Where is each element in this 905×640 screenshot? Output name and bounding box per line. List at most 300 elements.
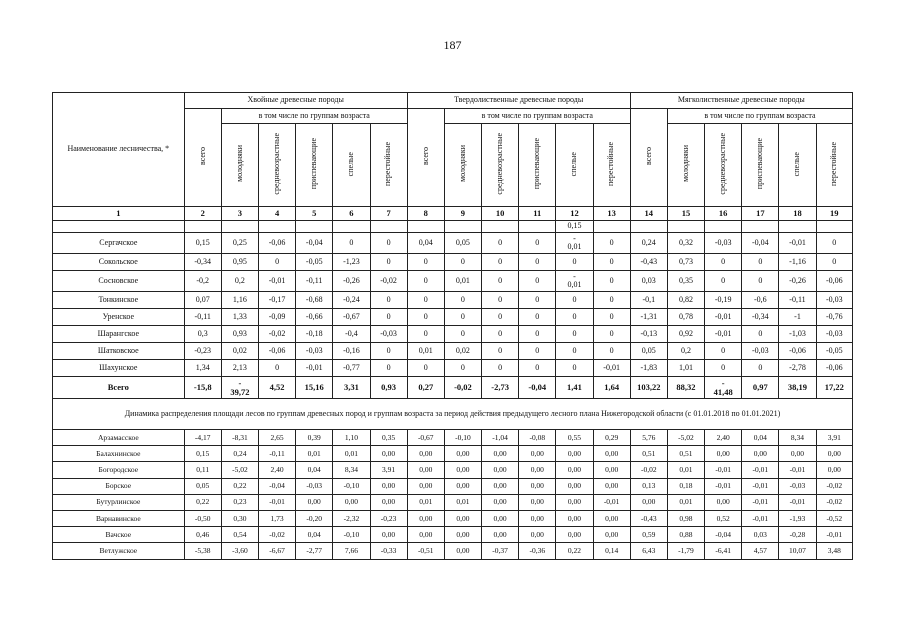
table-cell: 0,00 xyxy=(556,527,593,543)
table-cell: -0,06 xyxy=(258,343,295,360)
col-header-age: приспевающие xyxy=(742,124,779,207)
table-cell: 0 xyxy=(556,326,593,343)
table-cell: 0 xyxy=(370,233,407,254)
table-cell: 0 xyxy=(556,343,593,360)
table-cell: -1,16 xyxy=(779,254,816,271)
col-header-age: молодняки xyxy=(444,124,481,207)
table-cell: 0 xyxy=(407,360,444,377)
table-cell: 0,73 xyxy=(667,254,704,271)
table-cell: 0,39 xyxy=(296,430,333,446)
column-number: 1 xyxy=(53,207,185,221)
section-title-row xyxy=(53,399,853,430)
table-cell: 0,04 xyxy=(742,430,779,446)
table-cell: 0,00 xyxy=(593,527,630,543)
column-number: 3 xyxy=(221,207,258,221)
table-cell: 0,00 xyxy=(407,462,444,478)
total-cell: - 41,48 xyxy=(705,377,742,399)
table-cell: 0,00 xyxy=(630,494,667,510)
column-number: 14 xyxy=(630,207,667,221)
table-cell: -1 xyxy=(779,309,816,326)
table-cell: 0,00 xyxy=(519,478,556,494)
table-cell: 0 xyxy=(742,254,779,271)
table-cell: 0 xyxy=(370,360,407,377)
table-cell: 0,00 xyxy=(482,446,519,462)
group-header-softwood: Мягколиственные древесные породы xyxy=(630,93,852,109)
table-cell: 0,00 xyxy=(519,510,556,526)
table-cell: -3,60 xyxy=(221,543,258,559)
table-cell: 2,13 xyxy=(221,360,258,377)
forestry-name: Тонкинское xyxy=(53,292,185,309)
total-row xyxy=(53,377,853,399)
table-cell: -0,04 xyxy=(742,233,779,254)
table-cell: 0 xyxy=(519,233,556,254)
table-cell: 2,40 xyxy=(258,462,295,478)
table-cell: -0,34 xyxy=(742,309,779,326)
table-cell: -0,24 xyxy=(333,292,370,309)
table-cell: -0,01 xyxy=(742,494,779,510)
table-cell: -0,26 xyxy=(333,271,370,292)
table-cell: 0,15 xyxy=(184,446,221,462)
empty-cell xyxy=(482,221,519,233)
total-cell: -0,04 xyxy=(519,377,556,399)
table-cell: -5,02 xyxy=(221,462,258,478)
table-cell: 0,55 xyxy=(556,430,593,446)
col-header-age: средневозрастные xyxy=(258,124,295,207)
table-cell: -0,06 xyxy=(816,271,852,292)
table-cell: 0,00 xyxy=(556,478,593,494)
empty-cell xyxy=(593,221,630,233)
table-cell: 0,51 xyxy=(667,446,704,462)
table-cell: -0,08 xyxy=(519,430,556,446)
table-cell: 0,01 xyxy=(444,271,481,292)
table-cell: 0 xyxy=(370,254,407,271)
subgroup-header: в том числе по группам возраста xyxy=(444,109,630,124)
table-cell: -0,03 xyxy=(742,343,779,360)
table-cell: -0,23 xyxy=(184,343,221,360)
empty-cell xyxy=(779,221,816,233)
table-cell: 0 xyxy=(742,271,779,292)
table-cell: -0,68 xyxy=(296,292,333,309)
table-cell: 0,32 xyxy=(667,233,704,254)
table-row xyxy=(53,343,853,360)
table-cell: 0,13 xyxy=(630,478,667,494)
table-cell: 0 xyxy=(482,343,519,360)
col-header-age: молодняки xyxy=(667,124,704,207)
col-header-age: приспевающие xyxy=(296,124,333,207)
table-row xyxy=(53,462,853,478)
table-cell: -0,04 xyxy=(705,527,742,543)
table-cell: -0,17 xyxy=(258,292,295,309)
table-cell: -1,83 xyxy=(630,360,667,377)
total-cell: 17,22 xyxy=(816,377,852,399)
table-cell: 0 xyxy=(593,309,630,326)
table-cell: -1,03 xyxy=(779,326,816,343)
table-cell: 2,40 xyxy=(705,430,742,446)
table-cell: 0,24 xyxy=(630,233,667,254)
column-number: 2 xyxy=(184,207,221,221)
table-cell: 0,52 xyxy=(705,510,742,526)
col-header-age: перестойные xyxy=(370,124,407,207)
table-cell: 0 xyxy=(556,360,593,377)
table-row xyxy=(53,326,853,343)
table-cell: 0 xyxy=(482,271,519,292)
table-cell: 0,51 xyxy=(630,446,667,462)
column-number: 16 xyxy=(705,207,742,221)
note-row xyxy=(53,221,853,233)
column-number: 11 xyxy=(519,207,556,221)
table-cell: 0,25 xyxy=(221,233,258,254)
col-header-age: перестойные xyxy=(593,124,630,207)
table-cell: 0,98 xyxy=(667,510,704,526)
table-cell: 0 xyxy=(258,254,295,271)
column-number: 15 xyxy=(667,207,704,221)
table-cell: -0,76 xyxy=(816,309,852,326)
table-cell: 0,00 xyxy=(444,527,481,543)
table-cell: 0,00 xyxy=(593,446,630,462)
table-cell: 0,00 xyxy=(444,543,481,559)
table-cell: -0,77 xyxy=(333,360,370,377)
table-cell: 0 xyxy=(519,309,556,326)
table-cell: 0 xyxy=(556,292,593,309)
table-cell: -0,03 xyxy=(779,478,816,494)
total-cell: 103,22 xyxy=(630,377,667,399)
table-cell: -0,01 xyxy=(296,360,333,377)
table-cell: 8,34 xyxy=(779,430,816,446)
table-cell: 0,00 xyxy=(556,462,593,478)
table-cell: -0,03 xyxy=(816,292,852,309)
note-value: 0,15 xyxy=(556,221,593,233)
table-cell: 0 xyxy=(593,254,630,271)
table-cell: 0 xyxy=(816,254,852,271)
table-cell: 0,15 xyxy=(184,233,221,254)
empty-cell xyxy=(184,221,221,233)
table-cell: -0,67 xyxy=(333,309,370,326)
table-cell: 8,34 xyxy=(333,462,370,478)
table-cell: -0,02 xyxy=(258,527,295,543)
table-cell: -0,20 xyxy=(296,510,333,526)
table-cell: 0 xyxy=(705,254,742,271)
table-cell: 0,00 xyxy=(519,494,556,510)
empty-cell xyxy=(816,221,852,233)
table-cell: 0,00 xyxy=(816,446,852,462)
table-cell: -0,01 xyxy=(779,462,816,478)
table-cell: -0,01 xyxy=(705,478,742,494)
table-cell: 0,00 xyxy=(519,462,556,478)
table-row xyxy=(53,430,853,446)
table-cell: 0 xyxy=(482,309,519,326)
column-number: 7 xyxy=(370,207,407,221)
group-header-coniferous: Хвойные древесные породы xyxy=(184,93,407,109)
table-cell: 6,43 xyxy=(630,543,667,559)
table-cell: 0,3 xyxy=(184,326,221,343)
table-cell: -0,02 xyxy=(816,478,852,494)
table-cell: -1,79 xyxy=(667,543,704,559)
table-cell: 1,01 xyxy=(667,360,704,377)
table-cell: -0,01 xyxy=(705,309,742,326)
table-cell: 0,00 xyxy=(705,494,742,510)
table-cell: -0,01 xyxy=(258,494,295,510)
table-row xyxy=(53,527,853,543)
forestry-name: Бутурлинское xyxy=(53,494,185,510)
table-cell: -0,37 xyxy=(482,543,519,559)
column-number: 5 xyxy=(296,207,333,221)
table-cell: -0,18 xyxy=(296,326,333,343)
table-cell: 0 xyxy=(407,271,444,292)
col-header-total: всего xyxy=(407,109,444,207)
table-cell: 0 xyxy=(742,326,779,343)
empty-cell xyxy=(705,221,742,233)
table-cell: -0,02 xyxy=(816,494,852,510)
table-cell: 0 xyxy=(593,292,630,309)
table-cell: -0,06 xyxy=(816,360,852,377)
table-cell: -6,41 xyxy=(705,543,742,559)
total-cell: 1,64 xyxy=(593,377,630,399)
table-cell: -0,6 xyxy=(742,292,779,309)
table-cell: -0,01 xyxy=(779,233,816,254)
forestry-name: Шахунское xyxy=(53,360,185,377)
table-cell: -5,02 xyxy=(667,430,704,446)
table-cell: -0,1 xyxy=(630,292,667,309)
total-label: Всего xyxy=(53,377,185,399)
table-cell: 0,00 xyxy=(444,462,481,478)
table-cell: 0 xyxy=(370,292,407,309)
table-cell: -6,67 xyxy=(258,543,295,559)
col-header-age: спелые xyxy=(779,124,816,207)
table-cell: 0,00 xyxy=(593,462,630,478)
table-cell: 0,24 xyxy=(221,446,258,462)
table-cell: 0,88 xyxy=(667,527,704,543)
table-row xyxy=(53,446,853,462)
table-cell: 0 xyxy=(444,360,481,377)
table-cell: -2,77 xyxy=(296,543,333,559)
table-cell: -0,01 xyxy=(705,462,742,478)
table-cell: 0,00 xyxy=(482,510,519,526)
forestry-name: Уренское xyxy=(53,309,185,326)
table-cell: 0,00 xyxy=(556,510,593,526)
table-cell: -8,31 xyxy=(221,430,258,446)
empty-cell xyxy=(333,221,370,233)
total-cell: -15,8 xyxy=(184,377,221,399)
table-cell: -0,03 xyxy=(705,233,742,254)
forestry-name: Сокольское xyxy=(53,254,185,271)
table-cell: 0,02 xyxy=(221,343,258,360)
table-cell: -0,01 xyxy=(258,271,295,292)
table-cell: 0,04 xyxy=(296,462,333,478)
table-cell: -0,01 xyxy=(593,494,630,510)
table-cell: 0,00 xyxy=(370,494,407,510)
table-cell: 3,48 xyxy=(816,543,852,559)
table-cell: -0,03 xyxy=(296,478,333,494)
total-cell: 15,16 xyxy=(296,377,333,399)
page-number: 187 xyxy=(443,38,462,52)
table-cell: 0,02 xyxy=(444,343,481,360)
section-title: Динамика распределения площади лесов по группам древесных пород и группам возраста за период действия предыдущего лесного плана Нижегородской области (с 01.01.2018 по 01.01.2021) xyxy=(53,399,853,430)
table-cell: 0,00 xyxy=(444,446,481,462)
table-cell: 0 xyxy=(258,360,295,377)
table-cell: 0,00 xyxy=(407,446,444,462)
table-cell: 0,11 xyxy=(184,462,221,478)
table-cell: 0 xyxy=(593,343,630,360)
forestry-name: Сергачское xyxy=(53,233,185,254)
empty-cell xyxy=(370,221,407,233)
table-cell: 0,00 xyxy=(482,527,519,543)
table-cell: -0,13 xyxy=(630,326,667,343)
table-row xyxy=(53,510,853,526)
col-header-age: перестойные xyxy=(816,124,852,207)
forestry-name: Шарангское xyxy=(53,326,185,343)
table-cell: 0 xyxy=(556,254,593,271)
table-cell: 0,00 xyxy=(407,478,444,494)
table-cell: 0,00 xyxy=(333,494,370,510)
col-header-total: всего xyxy=(184,109,221,207)
table-cell: -0,04 xyxy=(296,233,333,254)
table-cell: 1,16 xyxy=(221,292,258,309)
table-cell: 7,66 xyxy=(333,543,370,559)
table-cell: - 0,01 xyxy=(556,233,593,254)
total-cell: 0,27 xyxy=(407,377,444,399)
table-cell: -0,19 xyxy=(705,292,742,309)
table-cell: -2,78 xyxy=(779,360,816,377)
table-cell: 0 xyxy=(742,360,779,377)
empty-cell xyxy=(519,221,556,233)
table-cell: 0,14 xyxy=(593,543,630,559)
table-cell: 0 xyxy=(519,326,556,343)
table-cell: 0,93 xyxy=(221,326,258,343)
table-cell: -0,52 xyxy=(816,510,852,526)
table-cell: 0 xyxy=(482,233,519,254)
table-cell: 0 xyxy=(370,309,407,326)
table-cell: 0 xyxy=(370,343,407,360)
table-cell: 0,00 xyxy=(482,494,519,510)
table-cell: 0 xyxy=(519,254,556,271)
table-cell: 0,00 xyxy=(816,462,852,478)
table-cell: 0,92 xyxy=(667,326,704,343)
total-cell: 88,32 xyxy=(667,377,704,399)
col-header-age: средневозрастные xyxy=(482,124,519,207)
table-cell: 0 xyxy=(593,326,630,343)
table-cell: -0,28 xyxy=(779,527,816,543)
table-cell: -0,11 xyxy=(258,446,295,462)
table-cell: -0,01 xyxy=(742,462,779,478)
table-cell: -0,09 xyxy=(258,309,295,326)
table-cell: -0,11 xyxy=(779,292,816,309)
table-cell: -0,04 xyxy=(258,478,295,494)
table-cell: 0 xyxy=(519,343,556,360)
empty-cell xyxy=(742,221,779,233)
table-cell: -1,23 xyxy=(333,254,370,271)
table-cell: -0,06 xyxy=(779,343,816,360)
column-number: 10 xyxy=(482,207,519,221)
column-number: 4 xyxy=(258,207,295,221)
table-cell: 2,65 xyxy=(258,430,295,446)
table-cell: 0,00 xyxy=(407,510,444,526)
table-cell: -0,05 xyxy=(816,343,852,360)
table-cell: -0,03 xyxy=(296,343,333,360)
subgroup-header: в том числе по группам возраста xyxy=(221,109,407,124)
empty-cell xyxy=(407,221,444,233)
table-cell: -0,02 xyxy=(370,271,407,292)
table-cell: 0,00 xyxy=(705,446,742,462)
table-cell: 0,04 xyxy=(407,233,444,254)
table-cell: -0,34 xyxy=(184,254,221,271)
col-header-age: спелые xyxy=(333,124,370,207)
table-cell: 0,59 xyxy=(630,527,667,543)
table-cell: -0,02 xyxy=(630,462,667,478)
column-number: 8 xyxy=(407,207,444,221)
table-cell: 0,01 xyxy=(667,462,704,478)
table-cell: -0,23 xyxy=(370,510,407,526)
table-cell: 0 xyxy=(593,233,630,254)
table-cell: -1,93 xyxy=(779,510,816,526)
table-cell: -0,02 xyxy=(258,326,295,343)
table-cell: -0,43 xyxy=(630,510,667,526)
table-cell: 0 xyxy=(333,233,370,254)
table-cell: 4,57 xyxy=(742,543,779,559)
empty-cell xyxy=(667,221,704,233)
table-cell: 0 xyxy=(407,292,444,309)
table-cell: -0,10 xyxy=(444,430,481,446)
empty-cell xyxy=(258,221,295,233)
total-cell: 1,41 xyxy=(556,377,593,399)
table-row xyxy=(53,494,853,510)
table-row xyxy=(53,478,853,494)
table-cell: 0,00 xyxy=(593,510,630,526)
table-cell: 0,07 xyxy=(184,292,221,309)
column-number: 19 xyxy=(816,207,852,221)
table-cell: 1,73 xyxy=(258,510,295,526)
table-cell: -1,31 xyxy=(630,309,667,326)
empty-cell xyxy=(53,221,185,233)
table-cell: -0,05 xyxy=(296,254,333,271)
table-cell: -0,06 xyxy=(258,233,295,254)
table-cell: 0 xyxy=(519,360,556,377)
table-cell: 0,01 xyxy=(333,446,370,462)
table-cell: 0,35 xyxy=(370,430,407,446)
table-cell: 0,05 xyxy=(184,478,221,494)
table-cell: -0,01 xyxy=(593,360,630,377)
table-cell: 0,00 xyxy=(779,446,816,462)
total-cell: -0,02 xyxy=(444,377,481,399)
table-cell: -0,51 xyxy=(407,543,444,559)
table-cell: 0 xyxy=(705,343,742,360)
table-cell: -0,03 xyxy=(370,326,407,343)
table-cell: 0,22 xyxy=(556,543,593,559)
table-cell: 0 xyxy=(482,292,519,309)
table-cell: 0,00 xyxy=(482,462,519,478)
table-cell: -0,33 xyxy=(370,543,407,559)
table-cell: 0 xyxy=(482,326,519,343)
table-cell: 0,03 xyxy=(742,527,779,543)
table-cell: 0 xyxy=(816,233,852,254)
table-cell: 0,23 xyxy=(221,494,258,510)
table-cell: -0,66 xyxy=(296,309,333,326)
table-cell: 0,00 xyxy=(482,478,519,494)
table-cell: 0 xyxy=(444,254,481,271)
table-cell: 0,18 xyxy=(667,478,704,494)
table-cell: -0,50 xyxy=(184,510,221,526)
table-cell: 0,00 xyxy=(444,510,481,526)
column-number: 17 xyxy=(742,207,779,221)
table-cell: 0,30 xyxy=(221,510,258,526)
column-number: 18 xyxy=(779,207,816,221)
table-cell: -0,11 xyxy=(296,271,333,292)
subgroup-header: в том числе по группам возраста xyxy=(667,109,852,124)
table-cell: 0 xyxy=(444,309,481,326)
table-cell: 0,54 xyxy=(221,527,258,543)
forestry-name: Ветлужское xyxy=(53,543,185,559)
table-cell: 0,78 xyxy=(667,309,704,326)
table-cell: 3,91 xyxy=(370,462,407,478)
